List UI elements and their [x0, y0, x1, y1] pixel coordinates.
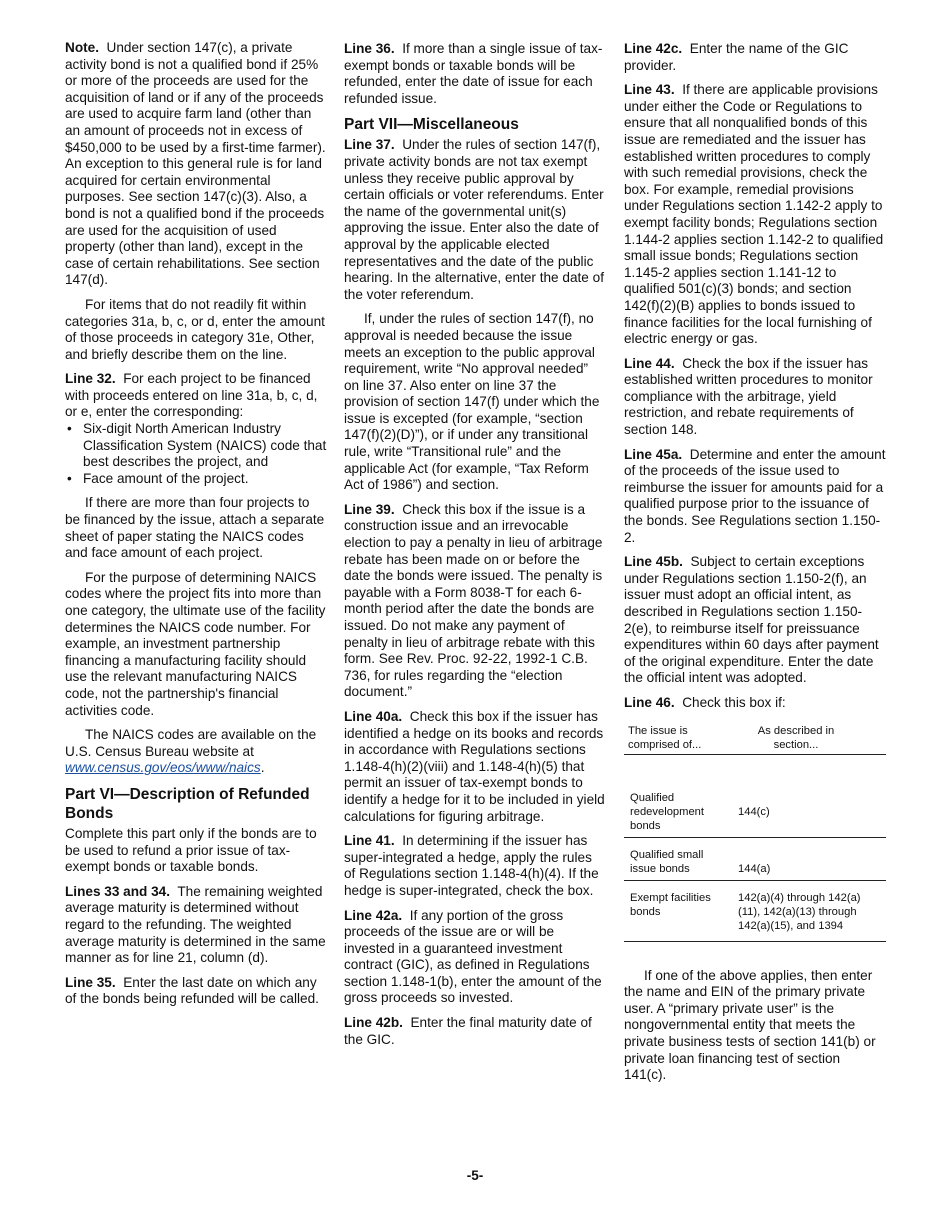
note-text: Under section 147(c), a private activity bond is not a qualified bond if 25% or more of the proceeds are used for the acquisition of land or if any of the proceeds are used to acquire farm land (other than an amount of proceeds not in excess of $450,000 to be used by a first-time farmer). An exception to this general rule is for land acquired for certain environmental purposes. See section 147(c)(3). Also, a bond is not a qualified bond if the proceeds are used for the acquisition of used property (other than land), except in the case of certain rehabilitations. See section 147(d).: [65, 40, 326, 288]
table-header-row: [624, 722, 886, 755]
line-43-text: If there are applicable provisions under either the Code or Regulations to ensure that all nonqualified bonds of this issue are remediated and the issuer has established written procedures to comply with such remedial provisions, check the box. For example, remedial provisions under Regulations section 1.142-2 apply to exempt facility bonds; Regulations section 1.144-2 applies section 1.142-2 to qualified small issue bonds; Regulations section 1.145-2 applies section 1.141-12 to qualified 501(c)(3) bonds; and section 142(f)(2)(B) applies to bonds issued to finance facilities for the local furnishing of electric energy or gas.: [624, 82, 884, 347]
bullet-icon: •: [67, 470, 72, 486]
note-paragraph: [65, 40, 327, 289]
line-41-text: In determining if the issuer has super-integrated a hedge, apply the rules of Regulations section 1.148-4(h)(4). If the hedge is super-integrated, check the box.: [344, 833, 599, 898]
line-32-paragraph: [65, 371, 327, 421]
line-35-lead: Line 35.: [65, 974, 116, 990]
purpose-paragraph: For the purpose of determining NAICS codes where the project fits into more than one category, the ultimate use of the facility determines the NAICS code number. For example, an investment partnership financing a manufacturing facility should use the relevant manufacturing NAICS code, not the partnership's financial activities code.: [65, 569, 326, 718]
line-39-lead: Line 39.: [344, 501, 395, 517]
part-6-intro: Complete this part only if the bonds are to be used to refund a prior issue of tax-exempt bonds or taxable bonds.: [65, 825, 317, 875]
bullet-item: [65, 421, 327, 471]
line-42c-lead: Line 42c.: [624, 41, 683, 56]
naics-availability-text: The NAICS codes are available on the U.S. Census Bureau website at: [65, 727, 317, 759]
table-header-section: As described in section...: [732, 722, 886, 755]
bullet-item: [65, 471, 327, 488]
table-cell-section: 144(c): [732, 754, 886, 837]
line-36-text: If more than a single issue of tax-exempt bonds or taxable bonds will be refunded, enter the date of issue for each refunded issue.: [344, 41, 603, 106]
line-45b-lead: Line 45b.: [624, 554, 683, 570]
line-42b-text: Enter the final maturity date of the GIC.: [344, 1015, 592, 1047]
line-44-lead: Line 44.: [624, 355, 675, 371]
line-42a-lead: Line 42a.: [344, 907, 403, 923]
line-45b-paragraph: [624, 554, 886, 687]
line-37-text: Under the rules of section 147(f), private activity bonds are not tax exempt unless they receive public approval by certain officials or voter referendums. Enter the name of the governmental unit(s) approving the issue. Enter also the date of approval by the applicable elected representatives and the date of the public hearing. In the alternative, enter the date of the voter referendum.: [344, 137, 604, 302]
naics-period: .: [260, 760, 265, 776]
line-41-paragraph: [344, 833, 606, 899]
note-lead: Note.: [65, 40, 99, 55]
lines-33-34-paragraph: [65, 884, 327, 967]
table-cell-issue: Qualified redevelopment bonds: [624, 754, 732, 837]
line-36-lead: Line 36.: [344, 41, 395, 56]
column-3: [624, 41, 886, 1092]
items-paragraph: For items that do not readily fit within categories 31a, b, c, or d, enter the amount of those proceeds in category 31e, Other, and briefly describe them on the line.: [65, 296, 325, 362]
line-46-table: [624, 722, 886, 942]
line-45a-lead: Line 45a.: [624, 446, 683, 462]
table-header-issue: The issue is comprised of...: [624, 722, 732, 755]
bullet-icon: •: [67, 421, 72, 437]
lines-33-34-text: The remaining weighted average maturity is determined without regard to the refunding. The weighted average maturity is determined in the same manner as for line 21, column (d).: [65, 883, 326, 966]
line-46-paragraph: [624, 695, 886, 712]
line-42b-paragraph: [344, 1015, 606, 1048]
bullet-text-face-amount: Face amount of the project.: [83, 470, 249, 486]
naics-link[interactable]: www.census.gov/eos/www/naics: [65, 760, 261, 776]
line-37-lead: Line 37.: [344, 137, 395, 153]
lines-33-34-lead: Lines 33 and 34.: [65, 883, 171, 899]
primary-private-user-paragraph: If one of the above applies, then enter the name and EIN of the primary private user. A “primary private user” is the nongovernmental entity that meets the private business tests of section 141(b) or private loan financing test of section 141(c).: [624, 967, 876, 1083]
table-cell-issue: Qualified small issue bonds: [624, 837, 732, 880]
line-42a-text: If any portion of the gross proceeds of the issue are or will be invested in a guaranteed investment contract (GIC), as defined in Regulations section 1.148-1(b), enter the amount of the gross proceeds so invested.: [344, 907, 602, 1006]
bullet-text-naics: Six-digit North American Industry Classification System (NAICS) code that best describes the project, and: [83, 421, 327, 470]
line-42b-lead: Line 42b.: [344, 1015, 403, 1031]
more-projects-paragraph: If there are more than four projects to be financed by the issue, attach a separate sheet of paper stating the NAICS codes and face amount of each project.: [65, 495, 325, 561]
no-approval-paragraph: If, under the rules of section 147(f), no approval is needed because the issue meets an exception to the public approval requirement, write “No approval needed” on line 37. Also enter on line 37 the provision of section 147(f) under which the issue is excepted (for example, “section 147(f)(2)(D)”), or if under any transitional rule, write “Transitional rule” and the applicable Act (for example, “Tax Reform Act of 1986”) and section.: [344, 311, 600, 493]
column-2: [344, 41, 606, 1056]
naics-availability-paragraph: [65, 727, 327, 777]
line-35-text: Enter the last date on which any of the bonds being refunded will be called.: [65, 974, 319, 1007]
table-row: [624, 880, 886, 941]
line-40a-lead: Line 40a.: [344, 708, 403, 724]
line-37-paragraph: [344, 137, 606, 303]
line-36-paragraph: [344, 41, 606, 107]
line-40a-text: Check this box if the issuer has identified a hedge on its books and records in accordance with Regulations sections 1.148-4(h)(2)(viii) and 1.148-4(h)(5) that permit an issuer of tax-exempt bonds to identify a hedge for it to be included in yield calculations for figuring arbitrage.: [344, 708, 605, 824]
line-41-lead: Line 41.: [344, 833, 395, 849]
page-number: -5-: [466, 1168, 484, 1183]
line-43-lead: Line 43.: [624, 82, 675, 98]
table-cell-section: 142(a)(4) through 142(a)(11), 142(a)(13) through 142(a)(15), and 1394: [732, 880, 886, 941]
part-7-heading: Part VII—Miscellaneous: [344, 116, 519, 134]
line-40a-paragraph: [344, 709, 606, 825]
part-6-heading: Part VI—Description of Refunded Bonds: [65, 785, 310, 822]
line-42c-text: Enter the name of the GIC provider.: [624, 41, 849, 73]
table-cell-issue: Exempt facilities bonds: [624, 880, 732, 941]
line-42c-paragraph: [624, 41, 886, 74]
line-46-text: Check this box if:: [682, 694, 786, 710]
line-45a-paragraph: [624, 447, 886, 547]
line-43-paragraph: [624, 82, 886, 348]
line-35-paragraph: [65, 975, 327, 1008]
column-1: [65, 40, 327, 1016]
line-39-paragraph: [344, 502, 606, 701]
line-39-text: Check this box if the issue is a construction issue and an irrevocable election to pay a penalty in lieu of arbitrage rebate has been made on or before the date the bonds were issued. The penalty is payable with a Form 8038-T for each 6-month period after the date the bonds are issued. Do not make any payment of penalty in lieu of arbitrage rebate with this form. See Rev. Proc. 92-22, 1992-1 C.B. 736, for rules regarding the “election document.”: [344, 501, 603, 700]
line-42a-paragraph: [344, 908, 606, 1008]
line-44-text: Check the box if the issuer has established written procedures to monitor compliance with the arbitrage, yield restriction, and rebate requirements of section 148.: [624, 355, 873, 438]
table-cell-section: 144(a): [732, 837, 886, 880]
line-44-paragraph: [624, 356, 886, 439]
table-row: [624, 754, 886, 837]
table-row: [624, 837, 886, 880]
line-32-lead: Line 32.: [65, 371, 116, 387]
line-32-text: For each project to be financed with proceeds entered on line 31a, b, c, d, or e, enter the corresponding:: [65, 371, 318, 420]
line-45a-text: Determine and enter the amount of the proceeds of the issue used to reimburse the issuer for amounts paid for a qualified purpose prior to the issuance of the bonds. See Regulations section 1.150-2.: [624, 446, 886, 545]
line-45b-text: Subject to certain exceptions under Regulations section 1.150-2(f), an issuer must adopt an official intent, as described in Regulations section 1.150-2(e), to reimburse itself for preissuance expenditures within 60 days after payment of the original expenditure. Enter the date the official intent was adopted.: [624, 554, 879, 686]
line-46-lead: Line 46.: [624, 694, 675, 710]
